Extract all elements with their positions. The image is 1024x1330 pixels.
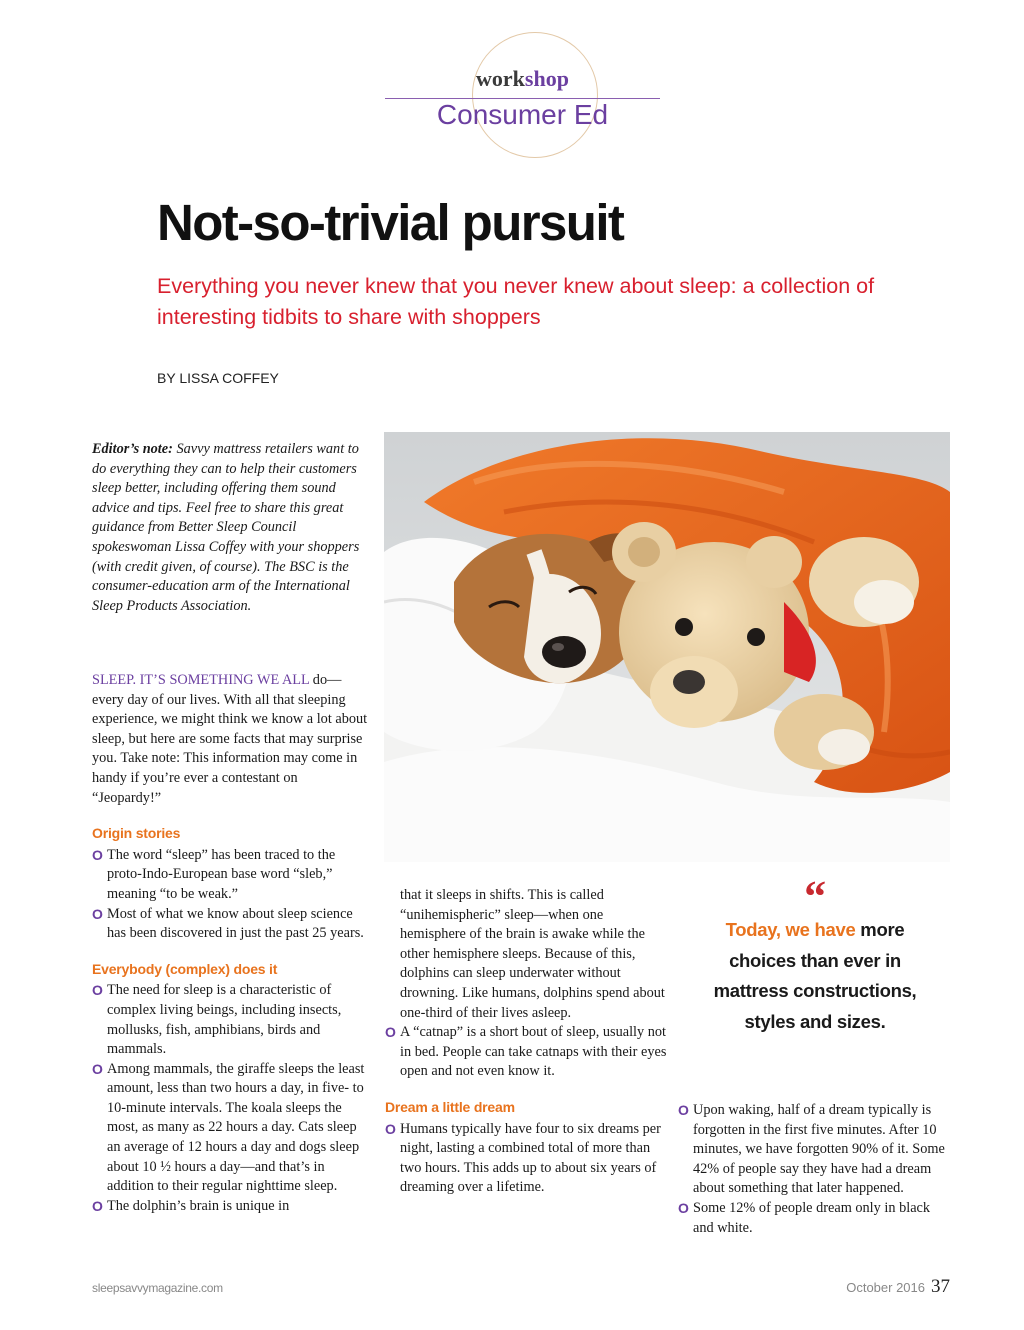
intro-lead: SLEEP. IT’S SOMETHING WE ALL xyxy=(92,672,310,688)
intro-body: do—every day of our lives. With all that sleeping experience, we might think we know a lot about sleep, but here are some facts that may surprise you. Take note: This information may come in handy if you’re ever a contestant on “Jeopardy!” xyxy=(92,672,368,806)
pull-quote xyxy=(700,872,930,1037)
editor-note xyxy=(92,440,370,616)
bullet-icon: O xyxy=(92,1060,103,1077)
pull-quote-text: more choices than ever in mattress constructions, styles and sizes. xyxy=(713,919,917,1032)
list-item: O The need for sleep is a characteristic of complex living beings, including insects, mollusks, fish, amphibians, birds and mammals. xyxy=(92,982,342,1058)
article-dek: Everything you never knew that you never knew about sleep: a collection of interesting tidbits to share with shoppers xyxy=(157,274,875,329)
footer-date: October 2016 xyxy=(846,1280,925,1295)
column-2 xyxy=(385,886,667,1198)
page-number: 37 xyxy=(931,1276,950,1297)
bullet-icon: O xyxy=(678,1199,689,1216)
byline: BY LISSA COFFEY xyxy=(157,370,279,386)
everybody-heading: Everybody (complex) does it xyxy=(92,960,278,977)
article-title: Not-so-trivial pursuit xyxy=(157,194,624,251)
list-item: O Among mammals, the giraffe sleeps the least amount, less than two hours a day, in five- to 10-minute intervals. The koala sleeps the most, as many as 22 hours a day. Cats sleep an average of 12 hours a day and dogs sleep about 10 ½ hours a day—and that’s in addition to their regular nighttime sleep. xyxy=(92,1060,365,1195)
bullet-icon: O xyxy=(92,846,103,863)
pull-quote-highlight: Today, we have xyxy=(725,919,856,940)
bullet-icon: O xyxy=(92,1197,103,1214)
header-circle xyxy=(472,32,598,158)
footer-site: sleepsavvymagazine.com xyxy=(92,1281,223,1295)
bullet-icon: O xyxy=(385,1120,396,1137)
bullet-icon: O xyxy=(678,1102,689,1118)
list-item: O The dolphin’s brain is unique in xyxy=(92,1197,370,1217)
quote-mark-icon: “ xyxy=(804,872,826,921)
dream-heading: Dream a little dream xyxy=(385,1098,515,1115)
column-1 xyxy=(92,671,370,1216)
photo-illustration xyxy=(384,432,950,862)
column-3 xyxy=(678,1101,953,1238)
kicker-shop: shop xyxy=(524,66,569,91)
intro-paragraph xyxy=(92,671,370,808)
list-item: O The word “sleep” has been traced to the proto-Indo-European base word “sleb,” meaning “to be weak.” xyxy=(92,846,336,902)
dolphin-continued: that it sleeps in shifts. This is called “unihemispheric” sleep—when one hemisphere of the brain is awake while the other hemisphere sleeps. Because of this, dolphins can sleep underwater without drowning. Like humans, dolphins spend about one-third of their lives asleep. xyxy=(400,887,665,1021)
department-kicker xyxy=(385,66,660,92)
bullet-icon: O xyxy=(385,1024,396,1041)
bullet-icon: O xyxy=(92,982,103,999)
list-item: O Most of what we know about sleep science has been discovered in just the past 25 years. xyxy=(92,905,364,942)
footer-folio xyxy=(846,1276,950,1298)
editor-note-text: Savvy mattress retailers want to do everything they can to help their customers sleep better, including offering them sound advice and tips. Feel free to share this great guidance from Better Sleep Council spokeswoman Lissa Coffey with your shoppers (with credit given, of course). The BSC is the consumer-education arm of the International Sleep Products Association. xyxy=(92,441,360,614)
list-item: O Humans typically have four to six dreams per night, lasting a combined total of more than two hours. This adds up to about six years of dreaming over a lifetime. xyxy=(385,1120,661,1196)
list-item: O Some 12% of people dream only in black and white. xyxy=(678,1199,931,1236)
section-title: Consumer Ed xyxy=(436,99,609,130)
kicker-work: work xyxy=(476,66,525,91)
dog-teddy-bear-photo xyxy=(384,432,950,862)
origin-heading: Origin stories xyxy=(92,825,181,842)
list-item: O Upon waking, half of a dream typically is forgotten in the first five minutes. After 10 minutes, we have forgotten 90% of it. Some 42% of people say they have had a dream about something that later happened. xyxy=(678,1102,945,1197)
bullet-icon: O xyxy=(92,905,103,922)
editor-note-label: Editor’s note: xyxy=(92,441,173,457)
list-item: O A “catnap” is a short bout of sleep, usually not in bed. People can take catnaps with their eyes open and not even know it. xyxy=(385,1024,667,1080)
